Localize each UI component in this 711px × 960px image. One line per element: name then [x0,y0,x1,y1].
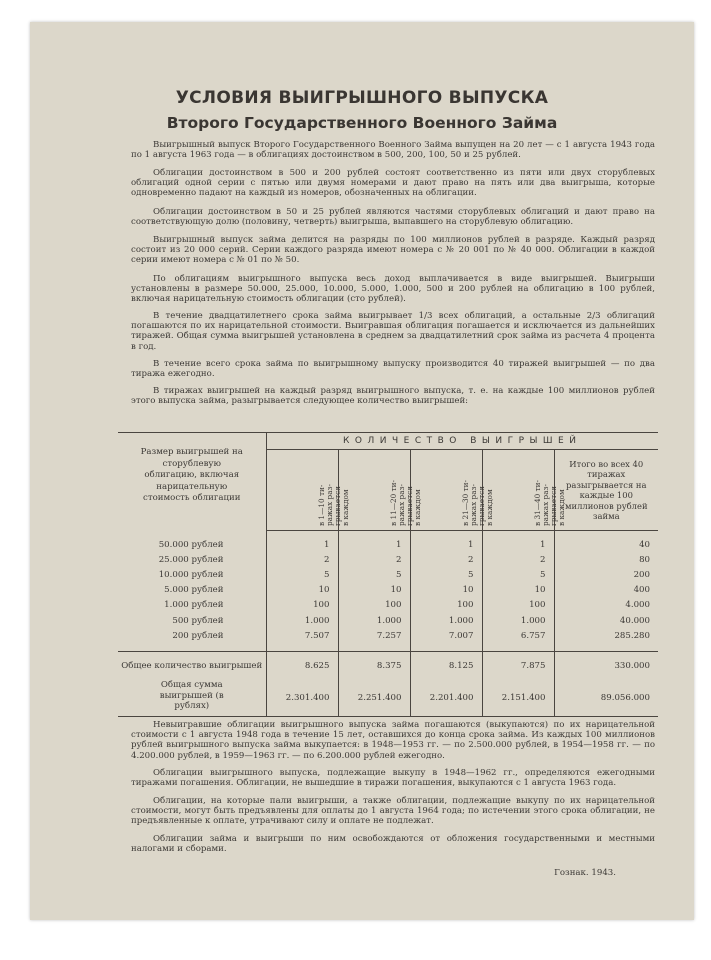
cell-value: 2.251.400 [338,680,410,717]
total-count-row [118,652,658,681]
cell-value: 7.257 [338,628,410,643]
cell-value: 5 [338,567,410,582]
table-row [118,613,658,628]
table-row [118,567,658,582]
cell-value: 1.000 [482,613,554,628]
cell-value: 10 [338,583,410,598]
cell-value: 2.301.400 [266,680,338,717]
page-subtitle: Второго Государственного Военного Займа [166,114,558,132]
cell-total: 89.056.000 [554,680,658,717]
cell-value: 2 [482,552,554,567]
paragraph: Облигации достоинством в 500 и 200 рублей состоят соответственно из пяти или двух сторублевых облигаций одной серии с пятью или двумя номерами и дают право на пять или два выигрыша, которые одновременно падают на каждый из номеров, обозначенных на облигации. [131,168,655,199]
printer-mark: Гознак. 1943. [554,868,616,878]
prize-label: 25.000 рублей [118,552,266,567]
cell-value: 100 [338,598,410,613]
paragraph: В течение двадцатилетнего срока займа выигрывает 1/3 всех облигаций, а остальные 2/3 облигаций погашаются по их нарицательной стоимости. Выигравшая облигация погашается и исключается из дальнейших тиражей. Общая сумма выигрышей установлена в среднем за двадцатилетний срок займа из расчета 4 процента в год. [131,311,655,352]
prize-label: 10.000 рублей [118,567,266,582]
cell-value: 5 [482,567,554,582]
table-row [118,628,658,643]
cell-value: 5 [410,567,482,582]
cell-value: 8.375 [338,652,410,681]
cell-value: 7.507 [266,628,338,643]
page-title: УСЛОВИЯ ВЫИГРЫШНОГО ВЫПУСКА [175,88,549,108]
prize-label: 5.000 рублей [118,583,266,598]
paragraph: В тиражах выигрышей на каждый разряд выигрышного выпуска, т. е. на каждые 100 миллионов рублей этого выпуска займа, разыгрывается следующее количество выигрышей: [131,386,655,407]
cell-value: 2.201.400 [410,680,482,717]
prize-count-group-header: КОЛИЧЕСТВО ВЫИГРЫШЕЙ [266,433,658,450]
cell-value: 10 [482,583,554,598]
cell-value: 2 [338,552,410,567]
cell-value: 100 [410,598,482,613]
prize-label: 50.000 рублей [118,537,266,552]
cell-total: 330.000 [554,652,658,681]
draws-31-40-header: в 31—40 ти- ражах раз- грывается в каждом [482,450,554,531]
cell-total: 400 [554,583,658,598]
table-spacer-row [118,643,658,652]
cell-value: 6.757 [482,628,554,643]
prize-label: 500 рублей [118,613,266,628]
cell-value: 7.007 [410,628,482,643]
cell-value: 2 [266,552,338,567]
total-sum-label: Общая сумма выигрышей (в рублях) [118,680,266,717]
paragraph: Облигации выигрышного выпуска, подлежащие выкупу в 1948—1962 гг., определяются ежегодными тиражами погашения. Облигации, не вышедшие в тиражи погашения, выкупаются с 1 августа 1963 года. [131,768,655,789]
cell-value: 8.625 [266,652,338,681]
cell-total: 200 [554,567,658,582]
cell-value: 1 [482,537,554,552]
cell-value: 100 [266,598,338,613]
cell-value: 10 [410,583,482,598]
cell-total: 80 [554,552,658,567]
total-header: Итого во всех 40 тиражах разыгрывается на каждые 100 миллионов рублей займа [554,450,658,531]
cell-value: 5 [266,567,338,582]
prize-label: 1.000 рублей [118,598,266,613]
cell-value: 1.000 [338,613,410,628]
paragraph: По облигациям выигрышного выпуска весь доход выплачивается в виде выигрышей. Выигрыши установлены в размере 50.000, 25.000, 10.000, 5.000, 1.000, 500 и 200 рублей на облигацию в 100 рублей, включая нарицательную стоимость облигации (сто рублей). [131,274,655,305]
paragraph: В течение всего срока займа по выигрышному выпуску производится 40 тиражей выигрышей — по два тиража ежегодно. [131,359,655,380]
cell-total: 285.280 [554,628,658,643]
cell-value: 8.125 [410,652,482,681]
cell-value: 1 [266,537,338,552]
table-row [118,583,658,598]
cell-total: 40.000 [554,613,658,628]
cell-value: 2.151.400 [482,680,554,717]
paragraph: Облигации займа и выигрыши по ним освобождаются от обложения государственными и местными налогами и сборами. [131,834,655,855]
table-header-row [118,433,658,450]
cell-total: 4.000 [554,598,658,613]
draws-21-30-header: в 21—30 ти- ражах раз- грывается в каждом [410,450,482,531]
paragraph: Выигрышный выпуск займа делится на разряды по 100 миллионов рублей в разряде. Каждый разряд состоит из 20 000 серий. Серии каждого разряда имеют номера с № 20 001 по № 40 000. Облигации в каждой серии имеют номера с № 01 по № 50. [131,235,655,266]
paragraph: Выигрышный выпуск Второго Государственного Военного Займа выпущен на 20 лет — с 1 августа 1943 года по 1 августа 1963 года — в облигациях достоинством в 500, 200, 100, 50 и 25 рублей. [131,140,655,161]
table-row [118,537,658,552]
draws-1-10-header: в 1—10 ти- ражах раз- грывается в каждом [266,450,338,531]
cell-value: 2 [410,552,482,567]
paragraph: Невыигравшие облигации выигрышного выпуска займа погашаются (выкупаются) по их нарицательной стоимости с 1 августа 1948 года в течение 15 лет, оставшихся до конца срока займа. Из каждых 100 миллионов рублей выигрышного выпуска займа выкупается: в 1948—1953 гг. — по 2.500.000 рублей, в 1954—1958 гг. — по 4.200.000 рублей, в 1959—1963 гг. — по 6.200.000 рублей ежегодно. [131,720,655,761]
paragraph: Облигации достоинством в 50 и 25 рублей являются частями сторублевых облигаций и дают право на соответствующую долю (половину, четверть) выигрыша, выпавшего на сторублевую облигацию. [131,207,655,228]
cell-value: 10 [266,583,338,598]
total-sum-row [118,680,658,717]
draws-11-20-header: в 11—20 ти- ражах раз- грывается в каждом [338,450,410,531]
cell-value: 1 [338,537,410,552]
prize-table [118,432,658,717]
cell-value: 1.000 [266,613,338,628]
cell-total: 40 [554,537,658,552]
table-row [118,552,658,567]
table-row [118,598,658,613]
cell-value: 1 [410,537,482,552]
total-count-label: Общее количество выигрышей [118,652,266,681]
paragraph: Облигации, на которые пали выигрыши, а также облигации, подлежащие выкупу по их нарицательной стоимости, могут быть предъявлены для оплаты до 1 августа 1964 года; по истечении этого срока облигации, не предъявленные к оплате, утрачивают силу и оплате не подлежат. [131,796,655,827]
document-sheet [30,22,694,920]
cell-value: 7.875 [482,652,554,681]
prize-label: 200 рублей [118,628,266,643]
prize-size-header: Размер выигрышей на сторублевую облигацию, включая нарицательную стоимость облигации [118,433,266,531]
cell-value: 100 [482,598,554,613]
cell-value: 1.000 [410,613,482,628]
